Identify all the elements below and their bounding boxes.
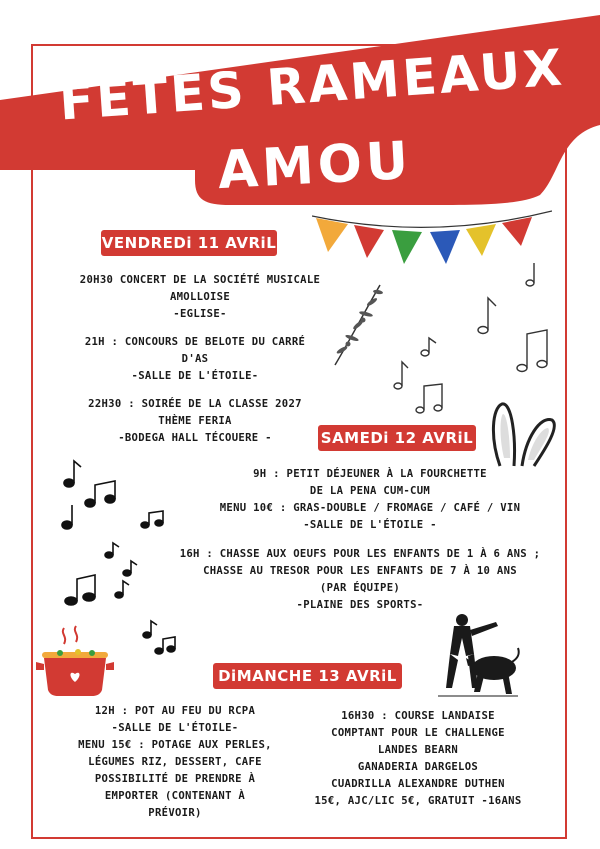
event-line: 16H : CHASSE AUX OEUFS POUR LES ENFANTS DE 1 À 6 ANS ; <box>179 548 541 560</box>
event-line: (PAR ÉQUIPE) <box>319 582 401 594</box>
event-line: -SALLE DE L'ÉTOILE - <box>303 519 437 531</box>
saturday-event-1 <box>180 466 560 534</box>
friday-event-3 <box>40 396 350 447</box>
event-line: D'AS <box>181 353 209 365</box>
sunday-heading: DiMANCHE 13 AVRiL <box>213 663 402 689</box>
saturday-heading: SAMEDi 12 AVRiL <box>318 425 476 451</box>
event-line: MENU 15€ : POTAGE AUX PERLES, <box>78 739 272 751</box>
event-line: POSSIBILITÉ DE PRENDRE À <box>94 773 256 785</box>
friday-event-1 <box>20 272 380 323</box>
friday-heading: VENDREDi 11 AVRiL <box>101 230 277 256</box>
event-line: 15€, AJC/LIC 5€, GRATUIT -16ANS <box>314 795 522 807</box>
event-line: -EGLISE- <box>173 308 227 320</box>
cooking-pot-icon <box>34 620 116 700</box>
saturday-event-2 <box>150 546 570 614</box>
sunday-event-right <box>300 708 536 810</box>
event-line: -SALLE DE L'ÉTOILE- <box>131 370 259 382</box>
bunny-ears-icon <box>490 398 560 468</box>
title-line-2: AMOU <box>216 130 414 202</box>
event-line: AMOLLOISE <box>169 291 231 303</box>
event-line: PRÉVOIR) <box>148 807 202 819</box>
event-line: -SALLE DE L'ÉTOILE- <box>111 722 239 734</box>
event-line: CHASSE AU TRESOR POUR LES ENFANTS DE 7 À 10 ANS <box>203 565 517 577</box>
event-line: CUADRILLA ALEXANDRE DUTHEN <box>331 778 505 790</box>
title-line-1: FETES RAMEAUX <box>57 38 567 132</box>
sunday-event-left <box>50 703 300 822</box>
event-line: 16H30 : COURSE LANDAISE <box>341 710 495 722</box>
event-line: GANADERIA DARGELOS <box>357 761 479 773</box>
friday-event-2 <box>40 334 350 385</box>
event-line: DE LA PENA CUM-CUM <box>309 485 431 497</box>
event-line: 12H : POT AU FEU DU RCPA <box>94 705 256 717</box>
event-line: -BODEGA HALL TÉCOUERE - <box>118 432 272 444</box>
bullfight-icon <box>432 608 522 700</box>
event-line: LANDES BEARN <box>377 744 459 756</box>
event-line: -PLAINE DES SPORTS- <box>296 599 424 611</box>
event-line: 20H30 CONCERT DE LA SOCIÉTÉ MUSICALE <box>79 274 321 286</box>
event-line: MENU 10€ : GRAS-DOUBLE / FROMAGE / CAFÉ / VIN <box>219 502 521 514</box>
event-line: 21H : CONCOURS DE BELOTE DU CARRÉ <box>84 336 306 348</box>
event-line: 9H : PETIT DÉJEUNER À LA FOURCHETTE <box>253 468 487 480</box>
event-line: 22H30 : SOIRÉE DE LA CLASSE 2027 <box>88 398 302 410</box>
event-line: THÈME FERIA <box>158 415 232 427</box>
event-line: COMPTANT POUR LE CHALLENGE <box>331 727 505 739</box>
event-line: EMPORTER (CONTENANT À <box>104 790 246 802</box>
event-line: LÉGUMES RIZ, DESSERT, CAFE <box>88 756 262 768</box>
